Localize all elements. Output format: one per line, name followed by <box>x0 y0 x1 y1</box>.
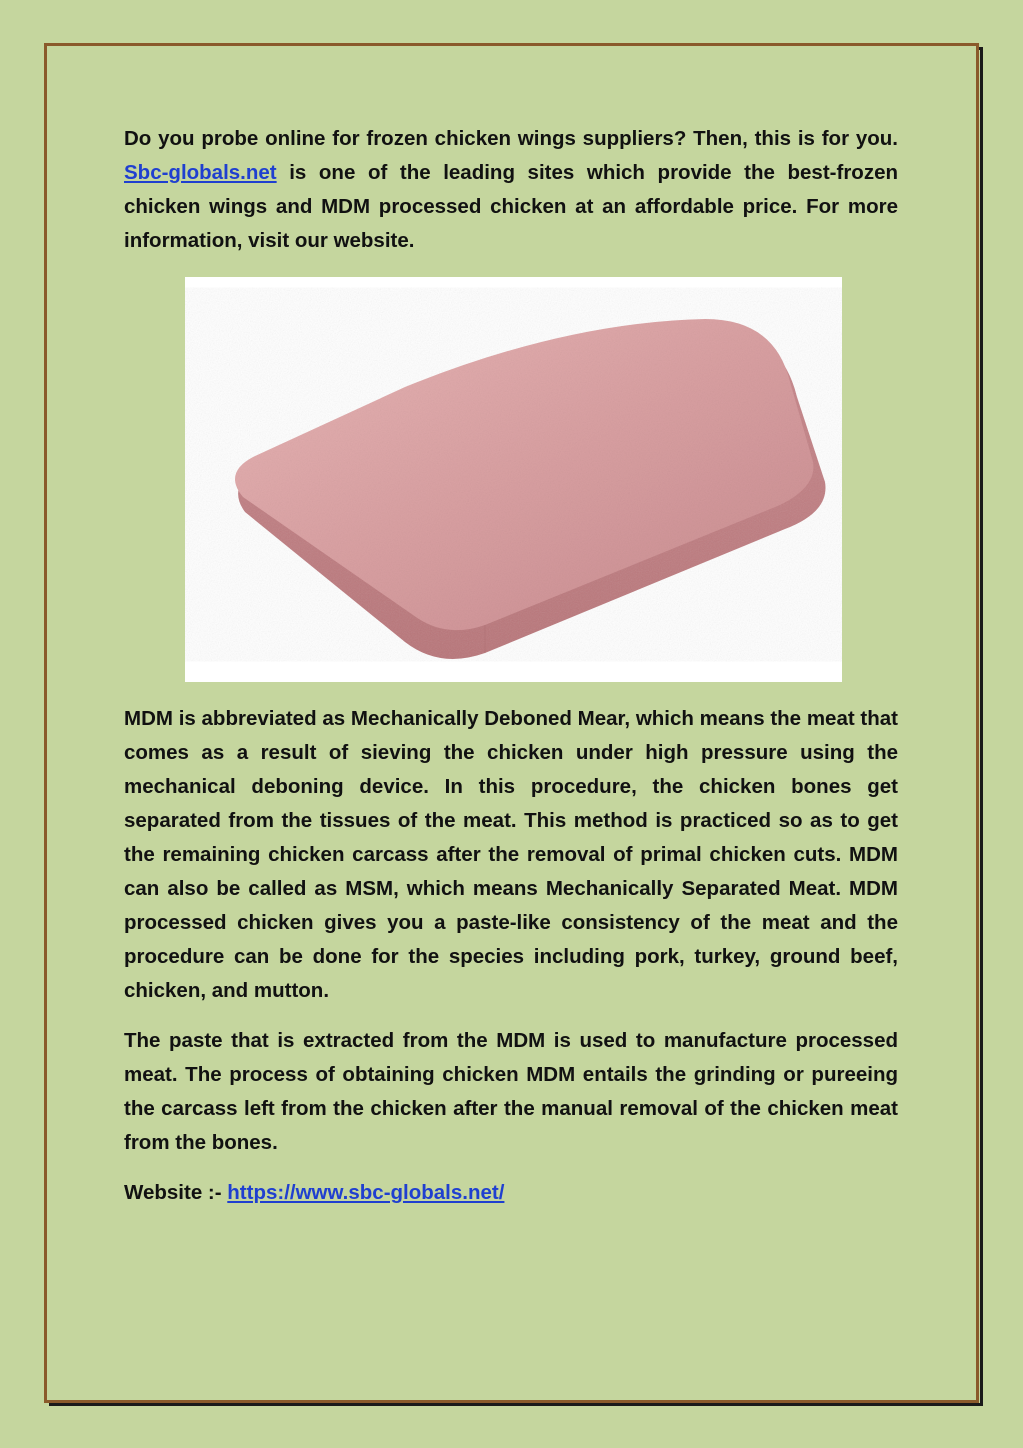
intro-text-b: is one of the leading sites which provide the best-frozen chicken wings and MDM processed chicken at an affordable price. For more information, visit our website. <box>124 161 898 252</box>
body-paragraph-1: MDM is abbreviated as Mechanically Deboned Mear, which means the meat that comes as a result of sieving the chicken under high pressure using the mechanical deboning device. In this procedure, the chicken bones get separated from the tissues of the meat. This method is practiced so as to get the remaining chicken carcass after the removal of primal chicken cuts. MDM can also be called as MSM, which means Mechanically Separated Meat. MDM processed chicken gives you a paste-like consistency of the meat and the procedure can be done for the species including pork, turkey, ground beef, chicken, and mutton. <box>124 707 898 1002</box>
product-image <box>185 277 842 682</box>
frozen-meat-block-illustration <box>185 277 842 682</box>
intro-text-a: Do you probe online for frozen chicken wings suppliers? Then, this is for you. <box>124 127 898 150</box>
website-label: Website :- <box>124 1181 228 1204</box>
body-paragraph-2: The paste that is extracted from the MDM is used to manufacture processed meat. The process of obtaining chicken MDM entails the grinding or pureeing the carcass left from the chicken after the manual removal of the chicken meat from the bones. <box>124 1029 898 1154</box>
body-section <box>124 702 898 1210</box>
website-line <box>124 1176 898 1210</box>
intro-section <box>124 122 898 276</box>
site-link[interactable]: Sbc-globals.net <box>124 161 277 184</box>
intro-paragraph <box>124 122 898 258</box>
website-link[interactable]: https://www.sbc-globals.net/ <box>227 1181 505 1204</box>
